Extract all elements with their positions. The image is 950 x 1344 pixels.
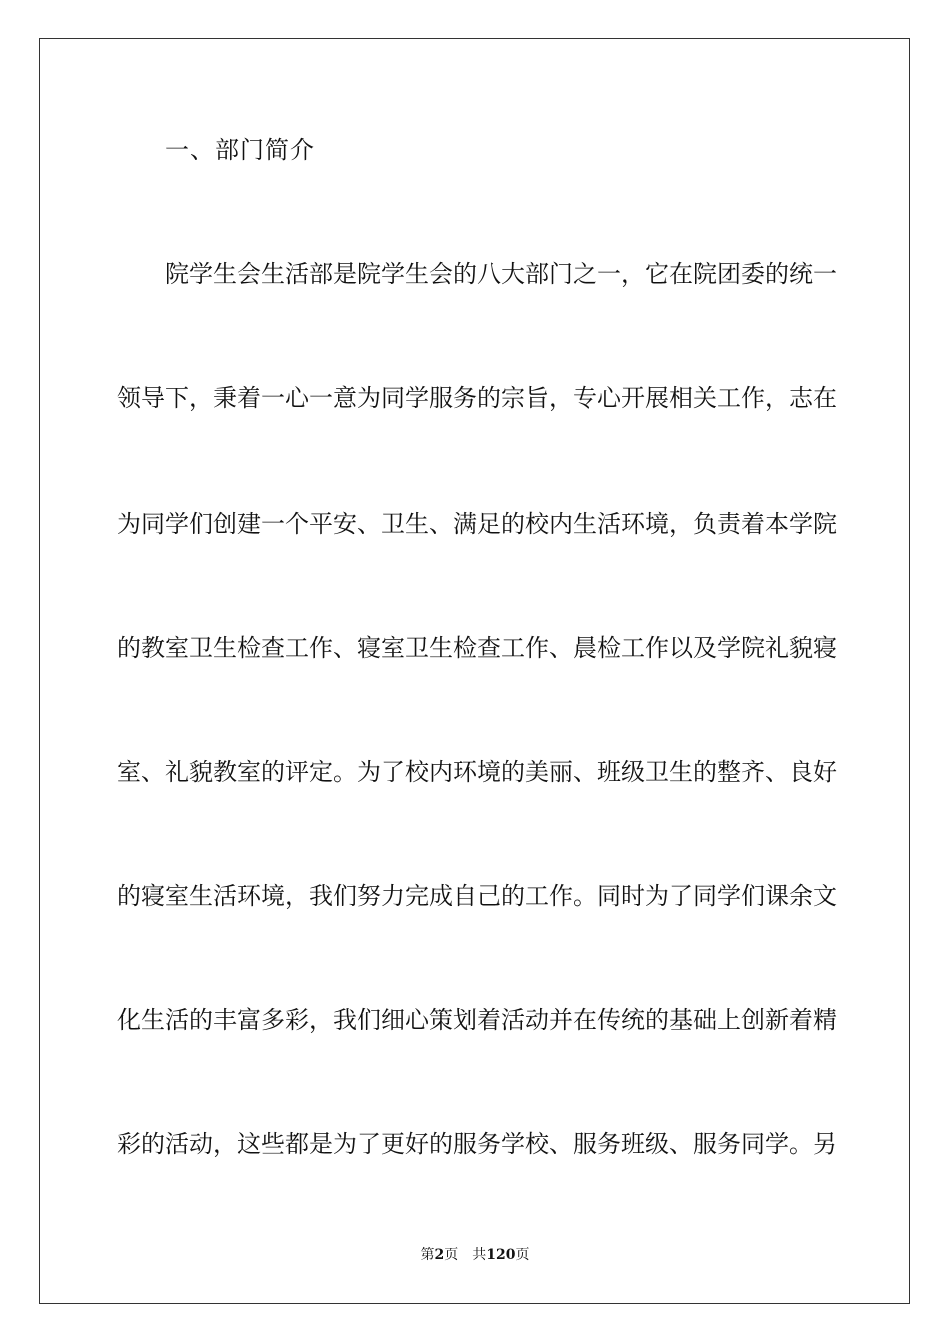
- total-suffix: 页: [515, 1247, 530, 1263]
- paragraph-line-1: 院学生会生活部是院学生会的八大部门之一，它在院团委的统一: [165, 260, 837, 288]
- paragraph-line-2: 领导下，秉着一心一意为同学服务的宗旨，专心开展相关工作，志在: [117, 384, 837, 412]
- total-prefix: 共: [472, 1247, 487, 1263]
- section-heading: 一、部门简介: [165, 136, 315, 164]
- page-suffix: 页: [444, 1247, 459, 1263]
- paragraph-line-8: 彩的活动，这些都是为了更好的服务学校、服务班级、服务同学。另: [117, 1130, 837, 1158]
- page-footer: [0, 1245, 950, 1265]
- paragraph-line-3: 为同学们创建一个平安、卫生、满足的校内生活环境，负责着本学院: [117, 510, 837, 538]
- page-prefix: 第: [420, 1247, 435, 1263]
- paragraph-line-5: 室、礼貌教室的评定。为了校内环境的美丽、班级卫生的整齐、良好: [117, 758, 837, 786]
- paragraph-line-7: 化生活的丰富多彩，我们细心策划着活动并在传统的基础上创新着精: [117, 1006, 837, 1034]
- total-pages: 120: [486, 1247, 516, 1263]
- page-frame: [39, 38, 910, 1304]
- paragraph-line-6: 的寝室生活环境，我们努力完成自己的工作。同时为了同学们课余文: [117, 882, 837, 910]
- paragraph-line-4: 的教室卫生检查工作、寝室卫生检查工作、晨检工作以及学院礼貌寝: [117, 634, 837, 662]
- page-number: 2: [434, 1247, 445, 1263]
